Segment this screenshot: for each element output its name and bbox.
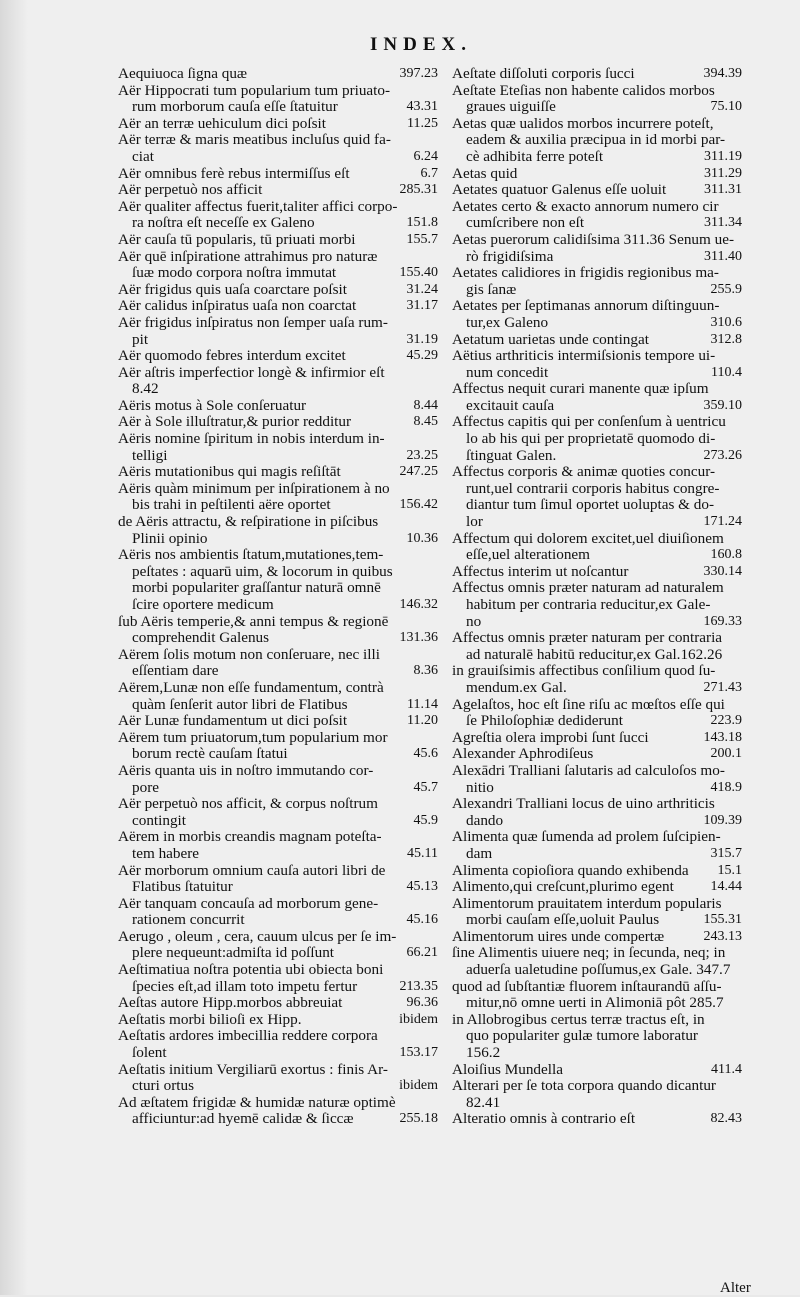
entry-page-ref: 82.43: [710, 1111, 742, 1127]
entry-text: Aër frigidus inſpiratus non ſemper uaſa rum-: [118, 313, 388, 331]
index-entry: [118, 315, 438, 348]
index-entry: [118, 348, 438, 365]
entry-text: Aeſtimatiua noſtra potentia ubi obiecta boni: [118, 961, 384, 979]
index-entry: [118, 464, 438, 481]
entry-text: Aër à Sole illuſtratur,& purior redditur: [118, 413, 352, 431]
entry-text: morbi populariter graſſantur naturā omnē: [132, 579, 381, 597]
entry-text: bis trahi in peſtilenti aëre oportet: [132, 496, 331, 514]
entry-text: Aëris quàm minimum per inſpirationem à no: [118, 479, 390, 497]
entry-text: Affectum qui dolorem excitet,uel diuiſionem: [452, 529, 724, 547]
index-entry: [452, 381, 742, 414]
entry-text: 82.41: [466, 1093, 501, 1111]
entry-page-ref: 311.29: [704, 165, 742, 181]
entry-page-ref: ibidem: [399, 1078, 438, 1094]
entry-text: ad naturalē habitū reducitur,ex Gal.162.26: [466, 645, 723, 663]
entry-page-ref: 311.19: [704, 148, 742, 164]
entry-text: Aër perpetuò nos afficit: [118, 181, 263, 199]
index-entry: [452, 1012, 742, 1062]
entry-page-ref: 155.7: [406, 231, 438, 247]
index-entry: [452, 697, 742, 730]
index-entry: [452, 332, 742, 349]
entry-text: Aëris nos ambientis ſtatum,mutationes,tem-: [118, 546, 384, 564]
index-entry: [452, 199, 742, 232]
index-entry: [452, 1078, 742, 1111]
entry-page-ref: 255.18: [399, 1111, 438, 1127]
entry-page-ref: 131.36: [399, 630, 438, 646]
index-entry: [452, 265, 742, 298]
index-entry: [118, 199, 438, 232]
entry-text: Aetates certo & exacto annorum numero cir: [452, 197, 719, 215]
index-entry: [452, 166, 742, 183]
entry-text: graues uiguiſſe: [466, 98, 556, 116]
index-entry: [118, 282, 438, 299]
entry-text: Affectus omnis præter naturam per contraria: [452, 629, 723, 647]
entry-page-ref: 143.18: [703, 729, 742, 745]
index-entry: [452, 298, 742, 331]
entry-text: ſine Alimentis uiuere neq; in ſecunda, neq; in: [452, 944, 726, 962]
entry-text: Plinii opinio: [132, 529, 208, 547]
entry-text: Alimento,qui creſcunt,plurimo egent: [452, 878, 674, 896]
entry-text: Alimenta copioſiora quando exhibenda: [452, 861, 689, 879]
entry-page-ref: 45.7: [413, 779, 438, 795]
entry-text: morbi cauſam eſſe,uoluit Paulus: [466, 911, 660, 929]
index-entry: [452, 116, 742, 166]
entry-text: Alexandri Tralliani locus de uino arthriticis: [452, 795, 715, 813]
entry-text: de Aëris attractu, & reſpiratione in piſcibus: [118, 513, 379, 531]
entry-page-ref: 311.34: [704, 215, 742, 231]
entry-page-ref: ibidem: [399, 1011, 438, 1027]
index-entry: [118, 83, 438, 116]
entry-page-ref: 311.31: [704, 182, 742, 198]
index-entry: [118, 66, 438, 83]
index-entry: [452, 232, 742, 265]
index-entry: [452, 796, 742, 829]
entry-page-ref: 397.23: [399, 66, 438, 81]
entry-text: comprehendit Galenus: [132, 629, 270, 647]
entry-page-ref: 11.20: [407, 713, 438, 729]
entry-text: dam: [466, 844, 493, 862]
entry-page-ref: 330.14: [703, 563, 742, 579]
entry-text: no: [466, 612, 482, 630]
index-entry: [118, 896, 438, 929]
entry-text: eſſe,uel alterationem: [466, 546, 590, 564]
entry-page-ref: 96.36: [406, 995, 438, 1011]
entry-text: Aër quomodo febres interdum excitet: [118, 347, 346, 365]
entry-text: contingit: [132, 811, 186, 829]
entry-text: peſtates : aquarū uim, & locorum in quibus: [132, 562, 393, 580]
entry-text: ſtinguat Galen.: [466, 446, 557, 464]
entry-text: runt,uel contrarii corporis habitus congre-: [466, 479, 720, 497]
index-entry: [118, 730, 438, 763]
entry-page-ref: 156.42: [399, 497, 438, 513]
index-entry: [452, 580, 742, 630]
entry-text: mitur,nō omne uerti in Alimoniā pôt 285.7: [466, 994, 724, 1012]
entry-text: cturi ortus: [132, 1077, 195, 1095]
index-entry: [118, 298, 438, 315]
entry-text: Alimentorum prauitatem interdum popularis: [452, 894, 722, 912]
entry-text: Aërem tum priuatorum,tum popularium mor: [118, 728, 388, 746]
entry-page-ref: 8.36: [413, 663, 438, 679]
entry-text: Aetas quid: [452, 164, 518, 182]
index-entry: [452, 83, 742, 116]
entry-page-ref: 223.9: [710, 713, 742, 729]
entry-text: Aëris nomine ſpiritum in nobis interdum in-: [118, 430, 385, 448]
index-entry: [118, 116, 438, 133]
entry-text: eſſentiam dare: [132, 662, 219, 680]
index-entry: [118, 1012, 438, 1029]
entry-text: Alteratio omnis à contrario eſt: [452, 1110, 636, 1128]
entry-page-ref: 23.25: [406, 447, 438, 463]
entry-text: Aeſtate diſſoluti corporis ſucci: [452, 65, 635, 82]
entry-page-ref: 11.25: [407, 115, 438, 131]
entry-text: Alexander Aphrodiſeus: [452, 745, 594, 763]
entry-text: Flatibus ſtatuitur: [132, 878, 233, 896]
entry-text: Aerugo , oleum , cera, cauum ulcus per ſe im-: [118, 927, 397, 945]
index-entry: [118, 763, 438, 796]
index-entry: [452, 763, 742, 796]
entry-text: Aër omnibus ferè rebus intermiſſus eſt: [118, 164, 350, 182]
page-header: INDEX.: [370, 34, 472, 55]
entry-page-ref: 45.11: [407, 845, 438, 861]
entry-text: mendum.ex Gal.: [466, 678, 567, 696]
index-entry: [118, 829, 438, 862]
index-entry: [452, 929, 742, 946]
entry-text: cumſcribere non eſt: [466, 214, 585, 232]
entry-text: Aeſtas autore Hipp.morbos abbreuiat: [118, 994, 343, 1012]
entry-text: ciat: [132, 147, 154, 165]
index-entry: [452, 896, 742, 929]
entry-text: rum morborum cauſa eſſe ſtatuitur: [132, 98, 338, 116]
entry-text: cè adhibita ferre poteſt: [466, 147, 604, 165]
entry-page-ref: 312.8: [710, 331, 742, 347]
entry-page-ref: 285.31: [399, 182, 438, 198]
entry-page-ref: 394.39: [703, 66, 742, 81]
entry-page-ref: 247.25: [399, 464, 438, 480]
entry-text: diantur tum ſimul oportet uoluptas & do-: [466, 496, 715, 514]
entry-text: rationem concurrit: [132, 911, 245, 929]
entry-text: Aequiuoca ſigna quæ: [118, 65, 248, 82]
entry-text: Aër an terræ uehiculum dici poſsit: [118, 114, 326, 132]
entry-text: Aër aſtris imperfectior longè & infirmior eſt: [118, 363, 385, 381]
entry-page-ref: 255.9: [710, 281, 742, 297]
index-column-left: [118, 66, 438, 1128]
index-entry: [452, 182, 742, 199]
entry-text: Aër tanquam concauſa ad morborum gene-: [118, 894, 379, 912]
entry-text: rò frigidiſsima: [466, 247, 554, 265]
entry-text: ſub Aëris temperie,& anni tempus & regionē: [118, 612, 389, 630]
entry-text: Aëris motus à Sole conſeruatur: [118, 396, 307, 414]
entry-text: ra noſtra eſt neceſſe ex Galeno: [132, 214, 315, 232]
index-entry: [118, 414, 438, 431]
entry-page-ref: 45.16: [406, 912, 438, 928]
entry-page-ref: 315.7: [710, 845, 742, 861]
entry-text: Aeſtatis initium Vergiliarū exortus : finis Ar-: [118, 1060, 388, 1078]
index-entry: [452, 531, 742, 564]
entry-text: in Allobrogibus certus terræ tractus eſt, in: [452, 1010, 705, 1028]
entry-page-ref: 75.10: [710, 99, 742, 115]
entry-text: aduerſa ualetudine poſſumus,ex Gale. 347.7: [466, 961, 731, 979]
entry-text: Affectus capitis qui per conſenſum à uentricu: [452, 413, 726, 431]
entry-text: ſcire oportere medicum: [132, 596, 274, 613]
entry-text: Aërem ſolis motum non conſeruare, nec illi: [118, 645, 380, 663]
catchword: Alter: [720, 1280, 751, 1296]
entry-page-ref: 271.43: [703, 679, 742, 695]
entry-page-ref: 171.24: [703, 514, 742, 530]
index-entry: [452, 464, 742, 530]
entry-text: Aër terræ & maris meatibus incluſus quid fa-: [118, 131, 391, 149]
entry-text: Aetates calidiores in frigidis regionibus ma-: [452, 264, 719, 282]
index-entry: [452, 1111, 742, 1128]
entry-text: Aëris mutationibus qui magis reſiſtāt: [118, 463, 341, 481]
entry-text: lo ab his qui per proprietatē quomodo di-: [466, 430, 716, 448]
entry-text: Aër perpetuò nos afficit, & corpus noſtrum: [118, 795, 378, 813]
entry-text: Agelaſtos, hoc eſt ſine riſu ac mœſtos eſſe qui: [452, 695, 725, 713]
entry-page-ref: 6.24: [413, 148, 438, 164]
index-entry: [118, 614, 438, 647]
entry-text: Aër Lunæ fundamentum ut dici poſsit: [118, 712, 348, 730]
entry-page-ref: 110.4: [711, 364, 742, 380]
entry-text: Aetates quatuor Galenus eſſe uoluit: [452, 181, 667, 199]
index-entry: [452, 945, 742, 978]
entry-text: Alterari per ſe tota corpora quando dicantur: [452, 1077, 716, 1095]
entry-page-ref: 213.35: [399, 978, 438, 994]
entry-page-ref: 31.24: [406, 281, 438, 297]
entry-page-ref: 45.9: [413, 812, 438, 828]
entry-page-ref: 15.1: [717, 862, 742, 878]
entry-text: pit: [132, 330, 149, 348]
index-entry: [118, 713, 438, 730]
index-entry: [452, 879, 742, 896]
entry-text: eadem & auxilia præcipua in id morbi par-: [466, 131, 726, 149]
index-entry: [118, 232, 438, 249]
entry-page-ref: 146.32: [399, 597, 438, 612]
entry-page-ref: 243.13: [703, 928, 742, 944]
index-entry: [118, 796, 438, 829]
entry-text: excitauit cauſa: [466, 396, 555, 414]
entry-text: gis ſanæ: [466, 280, 517, 298]
index-entry: [118, 863, 438, 896]
entry-text: ſolent: [132, 1044, 167, 1062]
entry-text: Aeſtate Eteſias non habente calidos morbos: [452, 81, 715, 99]
index-entry: [118, 1095, 438, 1128]
entry-page-ref: 66.21: [406, 945, 438, 961]
index-entry: [452, 630, 742, 663]
entry-text: quod ad ſubſtantiæ fluorem inſtaurandū aſſu-: [452, 977, 722, 995]
entry-page-ref: 153.17: [399, 1045, 438, 1061]
entry-page-ref: 8.45: [413, 414, 438, 430]
entry-page-ref: 10.36: [406, 530, 438, 546]
index-entry: [118, 431, 438, 464]
entry-text: Aërem in morbis creandis magnam poteſta-: [118, 828, 382, 846]
entry-page-ref: 169.33: [703, 613, 742, 629]
index-entry: [118, 481, 438, 514]
index-entry: [118, 547, 438, 613]
entry-text: Alexādri Tralliani ſalutaris ad calculoſos mo-: [452, 761, 725, 779]
entry-text: plere nequeunt:admiſta id poſſunt: [132, 944, 335, 962]
entry-text: Aetas puerorum calidiſsima 311.36 Senum ue-: [452, 230, 735, 248]
entry-page-ref: 200.1: [710, 746, 742, 762]
entry-text: Alimenta quæ ſumenda ad prolem ſuſcipien-: [452, 828, 721, 846]
index-entry: [118, 182, 438, 199]
entry-page-ref: 31.19: [406, 331, 438, 347]
entry-text: Aërem,Lunæ non eſſe fundamentum, contrà: [118, 678, 384, 696]
entry-page-ref: 6.7: [420, 165, 438, 181]
entry-text: Aër calidus inſpiratus uaſa non coarctat: [118, 297, 357, 315]
entry-text: quo populariter gulæ tumore laboratur: [466, 1027, 698, 1045]
entry-text: ſuæ modo corpora noſtra immutat: [132, 264, 337, 282]
index-entry: [118, 249, 438, 282]
index-entry: [452, 1062, 742, 1079]
entry-text: telligi: [132, 446, 168, 464]
entry-text: ſpecies eſt,ad illam toto impetu fertur: [132, 977, 358, 995]
index-entry: [452, 348, 742, 381]
entry-text: 156.2: [466, 1044, 501, 1062]
entry-text: borum rectè cauſam ſtatui: [132, 745, 288, 763]
index-entry: [118, 132, 438, 165]
entry-text: afficiuntur:ad hyemē calidæ & ſiccæ: [132, 1110, 354, 1128]
entry-text: Ad æſtatem frigidæ & humidæ naturæ optimè: [118, 1093, 396, 1111]
index-entry: [118, 647, 438, 680]
entry-page-ref: 43.31: [406, 99, 438, 115]
entry-page-ref: 8.44: [413, 397, 438, 413]
entry-text: lor: [466, 513, 483, 531]
index-entry: [452, 663, 742, 696]
entry-page-ref: 311.40: [704, 248, 742, 264]
entry-text: Affectus nequit curari manente quæ ipſum: [452, 380, 709, 398]
index-entry: [452, 746, 742, 763]
entry-page-ref: 11.14: [407, 696, 438, 712]
entry-text: Aloiſius Mundella: [452, 1060, 563, 1078]
entry-text: Aeſtatis morbi bilioſi ex Hipp.: [118, 1010, 302, 1028]
entry-page-ref: 151.8: [406, 215, 438, 231]
entry-page-ref: 45.13: [406, 879, 438, 895]
entry-text: Aeſtatis ardores imbecillia reddere corpora: [118, 1027, 378, 1045]
entry-text: Aër quē inſpiratione attrahimus pro naturæ: [118, 247, 378, 265]
entry-text: nitio: [466, 778, 494, 796]
entry-text: Aër morborum omnium cauſa autori libri de: [118, 861, 386, 879]
entry-page-ref: 14.44: [710, 879, 742, 895]
index-entry: [452, 863, 742, 880]
entry-text: num concedit: [466, 363, 549, 381]
index-entry: [118, 398, 438, 415]
index-entry: [452, 414, 742, 464]
entry-text: Aër cauſa tū popularis, tū priuati morbi: [118, 230, 356, 248]
index-entry: [452, 66, 742, 83]
index-entry: [118, 365, 438, 398]
entry-page-ref: 155.40: [399, 265, 438, 281]
index-entry: [118, 680, 438, 713]
entry-text: habitum per contraria reducitur,ex Gale-: [466, 596, 711, 613]
entry-page-ref: 160.8: [710, 547, 742, 563]
entry-text: in grauiſsimis affectibus conſilium quod ſu-: [452, 662, 716, 680]
index-entry: [118, 962, 438, 995]
entry-page-ref: 109.39: [703, 812, 742, 828]
index-entry: [118, 929, 438, 962]
index-entry: [452, 979, 742, 1012]
entry-text: Aëris quanta uis in noſtro immutando cor-: [118, 761, 374, 779]
entry-page-ref: 273.26: [703, 447, 742, 463]
entry-text: 8.42: [132, 380, 159, 398]
entry-text: tem habere: [132, 844, 200, 862]
entry-page-ref: 45.29: [406, 348, 438, 364]
entry-text: tur,ex Galeno: [466, 313, 549, 331]
entry-text: Aetates per ſeptimanas annorum diſtinguun-: [452, 297, 720, 315]
entry-text: quàm ſenſerit autor libri de Flatibus: [132, 695, 348, 713]
entry-text: Affectus corporis & animæ quoties concur-: [452, 463, 716, 481]
index-entry: [118, 995, 438, 1012]
index-entry: [452, 564, 742, 581]
index-entry: [118, 1028, 438, 1061]
entry-text: Aër Hippocrati tum popularium tum priuato-: [118, 81, 391, 99]
entry-text: Affectus omnis præter naturam ad naturalem: [452, 579, 724, 597]
entry-text: Aetatum uarietas unde contingat: [452, 330, 649, 348]
entry-page-ref: 411.4: [711, 1061, 742, 1077]
entry-text: Aëtius arthriticis intermiſsionis tempore ui-: [452, 347, 716, 365]
index-entry: [118, 1062, 438, 1095]
index-column-right: [452, 66, 742, 1128]
index-entry: [452, 730, 742, 747]
entry-text: dando: [466, 811, 504, 829]
entry-text: Agreſtia olera improbi ſunt ſucci: [452, 728, 649, 746]
index-entry: [118, 166, 438, 183]
entry-page-ref: 155.31: [703, 912, 742, 928]
entry-page-ref: 31.17: [406, 298, 438, 314]
entry-page-ref: 359.10: [703, 397, 742, 413]
entry-text: Aër qualiter affectus fuerit,taliter affici corpo-: [118, 197, 398, 215]
entry-text: Affectus interim ut noſcantur: [452, 562, 629, 580]
index-entry: [452, 829, 742, 862]
entry-page-ref: 418.9: [710, 779, 742, 795]
entry-text: Aetas quæ ualidos morbos incurrere poteſt,: [452, 114, 714, 132]
entry-page-ref: 45.6: [413, 746, 438, 762]
index-entry: [118, 514, 438, 547]
entry-text: Aër frigidus quis uaſa coarctare poſsit: [118, 280, 347, 298]
entry-text: Alimentorum uires unde compertæ: [452, 927, 665, 945]
entry-text: pore: [132, 778, 159, 796]
entry-text: ſe Philoſophiæ dediderunt: [466, 712, 623, 730]
entry-page-ref: 310.6: [710, 314, 742, 330]
